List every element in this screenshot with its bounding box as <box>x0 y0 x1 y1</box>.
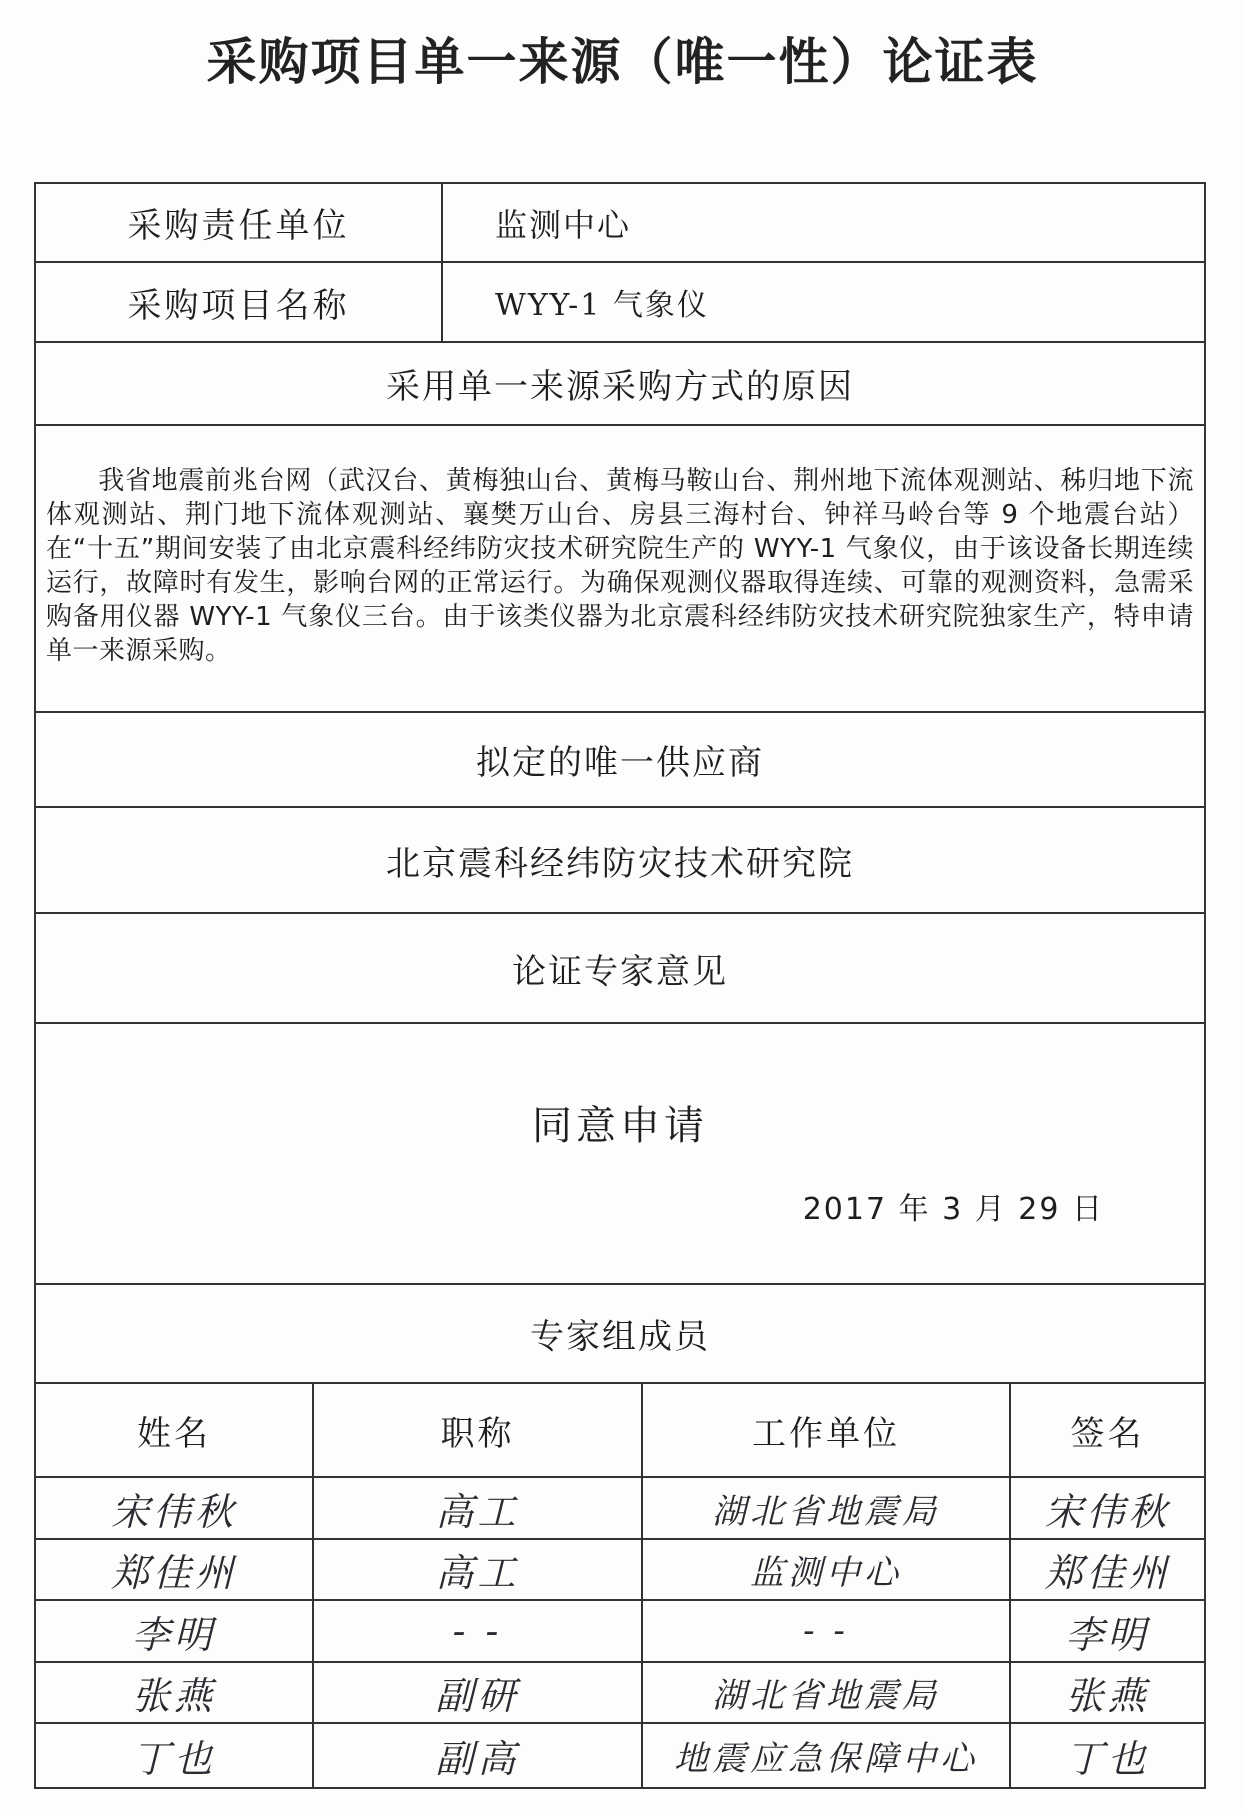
supplier-heading-cell <box>36 713 1204 806</box>
project-value: WYY-1 气象仪 <box>495 288 709 323</box>
table-row <box>36 1540 1204 1601</box>
expert-signature: 丁也 <box>1065 1737 1150 1781</box>
expert-unit-cell <box>641 1601 1009 1661</box>
reason-heading: 采用单一来源采购方式的原因 <box>386 367 854 407</box>
expert-title: - - <box>452 1609 503 1653</box>
table-row <box>36 1601 1204 1663</box>
expert-name: 宋伟秋 <box>110 1489 237 1534</box>
demonstration-form <box>34 182 1206 1789</box>
opinion-heading-cell <box>36 914 1204 1022</box>
column-header-title <box>312 1384 641 1476</box>
column-header-text: 签名 <box>1070 1413 1145 1454</box>
experts-heading: 专家组成员 <box>530 1317 710 1357</box>
expert-unit: - - <box>803 1611 849 1651</box>
opinion-date: 2017 年 3 月 29 日 <box>802 1192 1104 1227</box>
expert-name: 张燕 <box>131 1674 216 1718</box>
table-row <box>36 1724 1204 1787</box>
experts-heading-cell <box>36 1285 1204 1382</box>
column-header-text: 工作单位 <box>752 1413 900 1454</box>
project-row <box>36 263 1204 343</box>
unit-value-cell <box>441 184 1204 261</box>
expert-unit-cell <box>641 1724 1009 1787</box>
supplier-name-cell <box>36 808 1204 912</box>
column-header-sign <box>1009 1384 1204 1476</box>
expert-name: 郑佳州 <box>110 1551 237 1595</box>
expert-sign-cell <box>1009 1540 1204 1599</box>
opinion-text: 同意申请 <box>532 1103 708 1149</box>
supplier-heading-row <box>36 713 1204 808</box>
expert-unit-cell <box>641 1540 1009 1599</box>
expert-signature: 李明 <box>1065 1612 1150 1657</box>
expert-sign-cell <box>1009 1601 1204 1661</box>
supplier-name: 北京震科经纬防灾技术研究院 <box>386 843 854 884</box>
expert-signature: 张燕 <box>1065 1674 1150 1718</box>
expert-title: 副高 <box>435 1737 520 1781</box>
expert-title-cell <box>312 1663 641 1722</box>
reason-text-row <box>36 426 1204 713</box>
expert-name-cell <box>36 1540 312 1599</box>
project-value-cell <box>441 263 1204 341</box>
supplier-heading: 拟定的唯一供应商 <box>476 743 764 783</box>
expert-name-cell <box>36 1478 312 1538</box>
experts-table-header <box>36 1384 1204 1478</box>
expert-name-cell <box>36 1724 312 1787</box>
column-header-name <box>36 1384 312 1476</box>
reason-heading-cell <box>36 343 1204 424</box>
expert-title-cell <box>312 1601 641 1661</box>
opinion-heading: 论证专家意见 <box>512 951 728 992</box>
expert-title: 副研 <box>435 1674 520 1718</box>
table-row <box>36 1478 1204 1540</box>
expert-unit: 湖北省地震局 <box>712 1676 940 1716</box>
expert-sign-cell <box>1009 1663 1204 1722</box>
expert-unit-cell <box>641 1663 1009 1722</box>
expert-unit: 监测中心 <box>750 1553 902 1593</box>
expert-title: 高工 <box>435 1489 520 1534</box>
unit-label-cell <box>36 184 441 261</box>
column-header-text: 姓名 <box>137 1413 211 1454</box>
expert-signature: 郑佳州 <box>1044 1551 1171 1595</box>
project-label: 采购项目名称 <box>127 285 350 326</box>
expert-name-cell <box>36 1601 312 1661</box>
expert-sign-cell <box>1009 1478 1204 1538</box>
expert-signature: 宋伟秋 <box>1044 1489 1171 1534</box>
expert-unit-cell <box>641 1478 1009 1538</box>
expert-sign-cell <box>1009 1724 1204 1787</box>
opinion-heading-row <box>36 914 1204 1024</box>
page-title: 采购项目单一来源（唯一性）论证表 <box>206 33 1039 91</box>
supplier-name-row <box>36 808 1204 914</box>
reason-text <box>46 464 1194 668</box>
reason-paragraph: 我省地震前兆台网（武汉台、黄梅独山台、黄梅马鞍山台、荆州地下流体观测站、秭归地下流体观测站、荆门地下流体观测站、襄樊万山台、房县三海村台、钟祥马岭台等 9 个地震台站）在“十五”期间安装了由北京震科经纬防灾技术研究院生产的 WYY-1 气象仪，由于该设备长期连续运行，故障时有发生，影响台网的正常运行。为确保观测仪器取得连续、可靠的观测资料，急需采购备用仪器 WYY-1 气象仪三台。由于该类仪器为北京震科经纬防灾技术研究院独家生产，特申请单一来源采购。 <box>46 466 1194 666</box>
expert-title-cell <box>312 1540 641 1599</box>
project-label-cell <box>36 263 441 341</box>
expert-name: 李明 <box>131 1612 216 1657</box>
opinion-body-row <box>36 1024 1204 1285</box>
unit-label: 采购责任单位 <box>127 206 350 246</box>
table-row <box>36 1663 1204 1724</box>
expert-unit: 湖北省地震局 <box>712 1491 940 1532</box>
unit-row <box>36 184 1204 263</box>
experts-heading-row <box>36 1285 1204 1384</box>
expert-name-cell <box>36 1663 312 1722</box>
column-header-text: 职称 <box>440 1413 515 1454</box>
expert-title-cell <box>312 1478 641 1538</box>
reason-heading-row <box>36 343 1204 426</box>
expert-title-cell <box>312 1724 641 1787</box>
unit-value: 监测中心 <box>495 205 632 244</box>
expert-name: 丁也 <box>131 1737 216 1781</box>
expert-title: 高工 <box>435 1551 520 1595</box>
column-header-unit <box>641 1384 1009 1476</box>
expert-unit: 地震应急保障中心 <box>674 1739 978 1779</box>
